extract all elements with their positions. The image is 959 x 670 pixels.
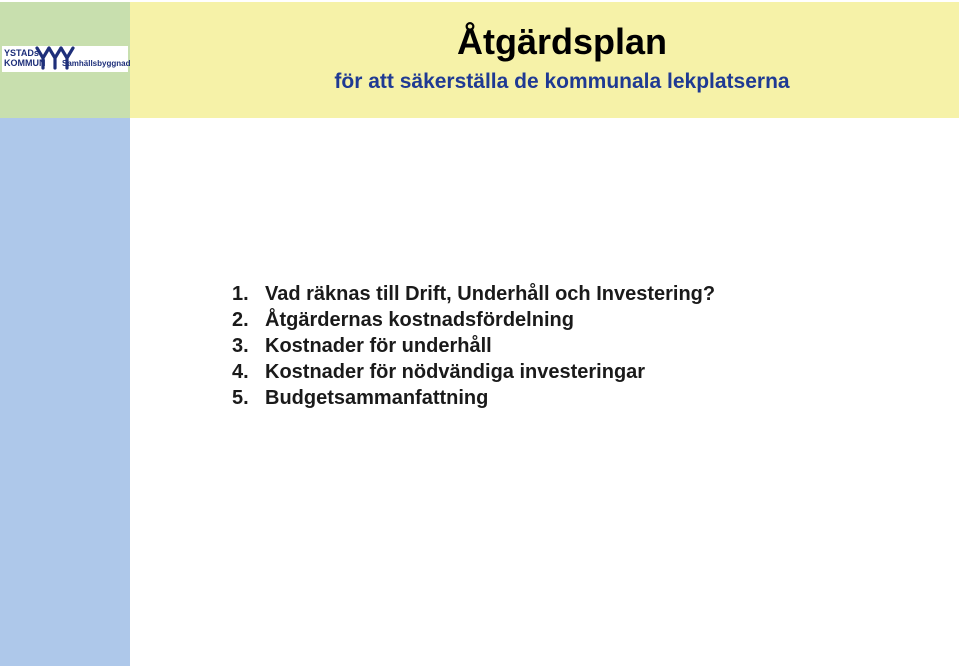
logo-panel [0,2,130,118]
agenda-item-text: Kostnader för underhåll [265,335,492,357]
agenda-item [232,359,715,385]
agenda-item [232,281,715,307]
agenda-item [232,385,715,411]
agenda-item [232,307,715,333]
logo-line-kommun: KOMMUN [4,58,46,68]
agenda-item-text: Budgetsammanfattning [265,387,489,409]
header-banner [130,2,959,118]
agenda-item-number: 5. [232,387,249,409]
logo-line-ystads: YSTADs [4,48,39,58]
agenda-item-text: Kostnader för nödvändiga investeringar [265,361,646,383]
agenda-item-number: 2. [232,309,249,331]
agenda-item-text: Vad räknas till Drift, Underhåll och Investering? [265,283,716,305]
logo-department: Samhällsbyggnad [62,59,131,68]
page-title: Åtgärdsplan [456,21,668,62]
agenda-item [232,333,715,359]
agenda-item-number: 1. [232,283,249,305]
ystad-kommun-logo [2,46,131,72]
agenda-list [232,281,715,411]
sidebar-panel [0,118,130,666]
agenda-item-number: 3. [232,335,249,357]
page-subtitle: för att säkerställa de kommunala lekplatserna [334,70,790,93]
agenda-item-text: Åtgärdernas kostnadsfördelning [265,309,574,331]
agenda-item-number: 4. [232,361,249,383]
